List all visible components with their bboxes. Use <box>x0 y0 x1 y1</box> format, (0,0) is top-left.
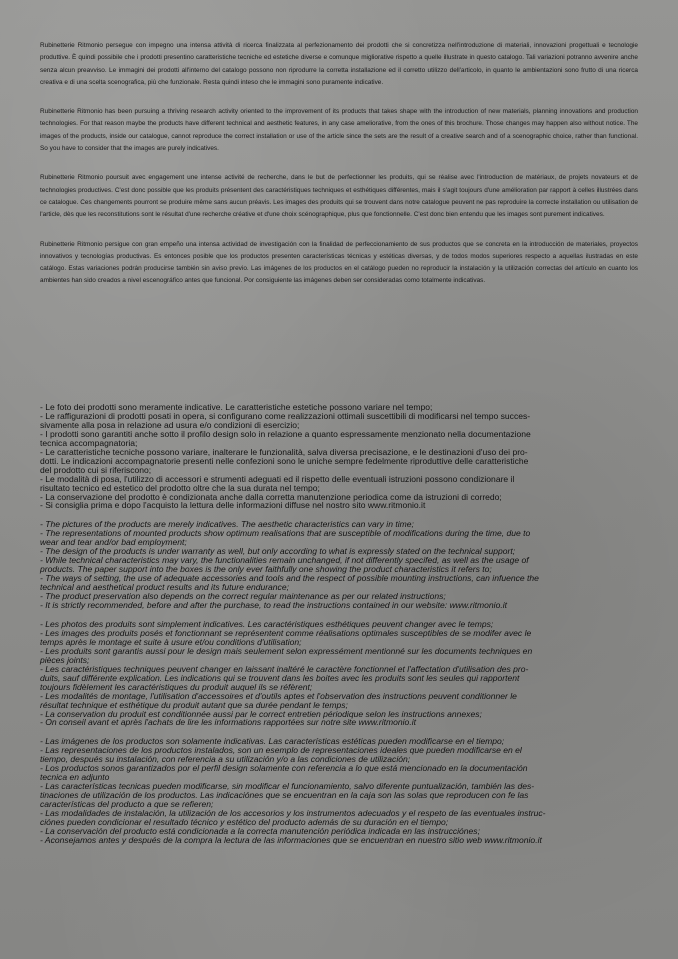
disclaimer-paragraph-it: Rubinetterie Ritmonio persegue con impegno una intensa attività di ricerca finalizzata al perfezionamento dei prodotti che si concretizza nell'introduzione di materiali, innovazioni progettuali e tecnologie produttive. È quindi possibile che i prodotti presentino caratteristiche tecniche ed estetiche diverse e comunque migliorative rispetto a quelle illustrate in questo catalogo. Tali variazioni potranno avvenire anche senza alcun preavviso. Le immagini dei prodotti all'interno del catalogo possono non riprodurre la corretta installazione ed il corretto utilizzo dell'articolo, in quanto le ambientazioni sono frutto di una ricerca creativa e di una scelta scenografica, più che funzionale. Resta quindi inteso che le immagini sono puramente indicative. <box>40 42 638 86</box>
notes-line: - The product preservation also depends on the correct regular maintenance as per our related instructions; <box>40 591 446 602</box>
notes-line: tiempo, después su instalación, con referencia a su utilización y/o a las condiciones de utilización; <box>40 754 411 765</box>
notes-line: - Las representaciones de los productos instalados, son un esemplo de representaciones ideales que pueden modificarse en el <box>40 745 522 756</box>
notes-line: temps après le montage et suite à usure et/ou conditions d'utilisation; <box>40 636 302 647</box>
notes-line: - Las imágenes de los productos son solamente indicativas. Las características estéticas pueden modificarse en el tiempo; <box>40 736 505 747</box>
notes-line: - Les photos des produits sont simplement indicatives. Les caractéristiques esthétiques peuvent changer avec le temps; <box>40 618 494 629</box>
disclaimer-paragraph-es: Rubinetterie Ritmonio persigue con gran empeño una intensa actividad de investigación con la finalidad de perfeccionamiento de sus productos que se concreta en la introducción de materiales, proyectos innovativos y tecnologías productivas. Es entonces posible que los productos presenten características técnicas y estéticas diversas, y de todos modos superiores respecto a aquellas ilustradas en este catálogo. Estas variaciones podrán producirse también sin aviso previo. Las imágenes de los productos en el catálogo pueden no reproducir la instalación y la utilización correctas del artículo en cuanto los ambientes han sido creados a nivel escenográfico antes que funcional. Por consiguiente las imágenes deben ser consideradas como totalmente indicativas. <box>40 240 638 285</box>
notes-line: - Les modalités de montage, l'utilisation d'accessoires et d'outils aptes et l'observation des instructions peuvent conditionner le <box>40 690 517 701</box>
notes-line: - Le caratteristiche tecniche possono variare, inalterare le funzionalità, salva diversa precisazione, e le destinazioni d'uso dei pro- <box>40 446 528 457</box>
notes-line: - Les images des produits posés et fonctionnant se représentent comme réalisations optimales susceptibles de se modifer avec le <box>40 627 532 638</box>
notes-line: ciónes pueden condicionar el resultado técnico y estético del producto además de su duración en el tiempo; <box>40 816 449 827</box>
notes-line: - While technical characteristics may vary, the functionalities remain unchanged, if not differently specifed, as well as the usage of <box>40 555 529 566</box>
notes-line: résultat technique et esthétique du produit autant que sa durée pendant le temps; <box>40 699 348 710</box>
notes-line: - Le foto dei prodotti sono meramente indicative. Le caratteristiche estetiche possono variare nel tempo; <box>40 402 433 412</box>
notes-line: - Les caractéristiques techniques peuvent changer en laissant inaltéré le caractère fonctionnel et l'affectation d'utilisation des pro- <box>40 663 529 674</box>
notes-line: pièces joints; <box>40 654 90 665</box>
notes-line: products. The paper support into the boxes is the only ever faithfully one showing the product characteristics it refers to; <box>40 564 492 575</box>
notes-line: - Les produits sont garantis aussi pour le design mais seulement selon expressément mentionné sur les documents techniques en <box>40 645 533 656</box>
notes-line: - La conservazione del prodotto è condizionata anche dalla corretta manutenzione periodica come da istruzioni di corredo; <box>40 491 502 502</box>
notes-line: del prodotto cui si riferiscono; <box>40 464 152 475</box>
notes-line: - The ways of setting, the use of adequate accessories and tools and the respect of possible mounting instructions, can infuence the <box>40 573 539 584</box>
notes-line: - Los productos sonos garantizados por el perfil design solamente con referencia a lo que está mencionado en la documentación <box>40 763 528 774</box>
notes-line: dotti. Le indicazioni accompagnatorie presenti nelle confezioni sono le uniche sempre fedelmente riproduttive delle caratteristiche <box>40 455 529 466</box>
notes-section-en <box>40 520 638 610</box>
notes-line: - It is strictly recommended, before and after the purchase, to read the instructions contained in our website: www.ritmonio.it <box>40 600 507 611</box>
notes-section-fr <box>40 620 638 727</box>
notes-line: - La conservation du produit est conditionnée aussi par le correct entretien périodique selon les instructions annexes; <box>40 708 482 719</box>
notes-line: tecnica en adjunto <box>40 772 110 783</box>
notes-section-it <box>40 403 638 510</box>
notes-line: - Le modalità di posa, l'utilizzo di accessori e strumenti adeguati ed il rispetto delle eventuali istruzioni possono condizionare il <box>40 473 515 484</box>
notes-line: - I prodotti sono garantiti anche sotto il profilo design solo in relazione a quanto espressamente menzionato nella documentazione <box>40 428 531 439</box>
notes-line: - Las características tecnicas pueden modificarse, sin modificar el funcionamiento, salvo diferente puntualización, también las des- <box>40 781 535 792</box>
notes-line: duits, sauf différente explication. Les indications qui se trouvent dans les boites avec les produits sont les seules qui rapportent <box>40 672 520 683</box>
notes-line: wear and tear and/or bad employment; <box>40 537 187 548</box>
notes-line: - The representations of mounted products show optimum realisations that are susceptible of modifications during the time, due to <box>40 528 531 539</box>
disclaimer-paragraph-en: Rubinetterie Ritmonio has been pursuing a thriving research activity oriented to the improvement of its products that takes shape with the introduction of new materials, planning innovations and production technologies. For that reason maybe the products have different technical and aesthetic features, in any case ameliorative, from the ones of this brochure. Those changes may happen also without notice. The images of the products, inside our catalogue, cannot reproduce the correct installation or use of the article since the sets are the result of a creative search and of a scenographic choice, rather than functional. So you have to consider that the images are purely indicatives. <box>40 108 638 153</box>
notes-line: technical and aesthetical product results and its future endurance; <box>40 582 289 593</box>
notes-line: sivamente alla posa in relazione ad usura e/o condizioni di esercizio; <box>40 419 300 430</box>
notes-line: - The design of the products is under warranty as well, but only according to what is expressly stated on the technical support; <box>40 546 516 557</box>
notes-line: toujours fidèlement les caractéristiques du produit auquel ils se réfèrent; <box>40 681 313 692</box>
notes-line: características del producto a que se refieren; <box>40 799 214 810</box>
notes-line: - The pictures of the products are merely indicatives. The aesthetic characteristics can vary in time; <box>40 519 414 530</box>
notes-line: - La conservación del producto está condicionada a la correcta manutención periódica indicada en las instrucciónes; <box>40 825 480 836</box>
disclaimer-paragraphs <box>40 40 638 305</box>
notes-line: risultato tecnico ed estetico del prodotto oltre che la sua durata nel tempo; <box>40 482 320 493</box>
notes-line: - Le raffigurazioni di prodotti posati in opera, si configurano come realizzazioni ottimali suscettibili di modificarsi nel tempo succes- <box>40 410 531 421</box>
notes-line: tecnica accompagnatoria; <box>40 437 138 448</box>
notes-line: - On conseil avant et après l'achats de lire les informations rapportées sur notre site www.ritmonio.it <box>40 717 416 728</box>
product-notes <box>40 403 638 855</box>
notes-line: - Las modalidades de instalación, la utilización de los accesorios y los instrumentos adecuados y el respeto de las eventuales instruc- <box>40 808 546 819</box>
notes-line: - Si consiglia prima e dopo l'acquisto la lettura delle informazioni diffuse nel nostro sito www.ritmonio.it <box>40 500 426 511</box>
notes-line: tinaciones de utilización de los productos. Las indicaciónes que se encuentran en la caja son las solas que reproducen con fe las <box>40 790 529 801</box>
notes-section-es <box>40 737 638 844</box>
notes-line: - Aconsejamos antes y después de la compra la lectura de las informaciones que se encuentran en nuestro sitio web www.ritmonio.it <box>40 834 542 845</box>
disclaimer-paragraph-fr: Rubinetterie Ritmonio poursuit avec engagement une intense activité de recherche, dans le but de perfectionner les produits, qui se réalise avec l'introduction de matériaux, de projets novateurs et de technologies productives. C'est donc possible que les produits présentent des caractéristiques techniques et esthétiques différentes, mais il s'agit toujours d'une amélioration par rapport à celles illustrées dans ce catalogue. Ces changements pourront se produire même sans aucun préavis. Les images des produits qui se trouvent dans notre catalogue peuvent ne pas reproduire la correcte installation ou utilisation de l'article, dès que les reconstitutions sont le résultat d'une recherche créative et d'une choix scénographique, plus que fonctionnelle. C'est donc bien entendu que les images sont purement indicatives. <box>40 174 638 219</box>
